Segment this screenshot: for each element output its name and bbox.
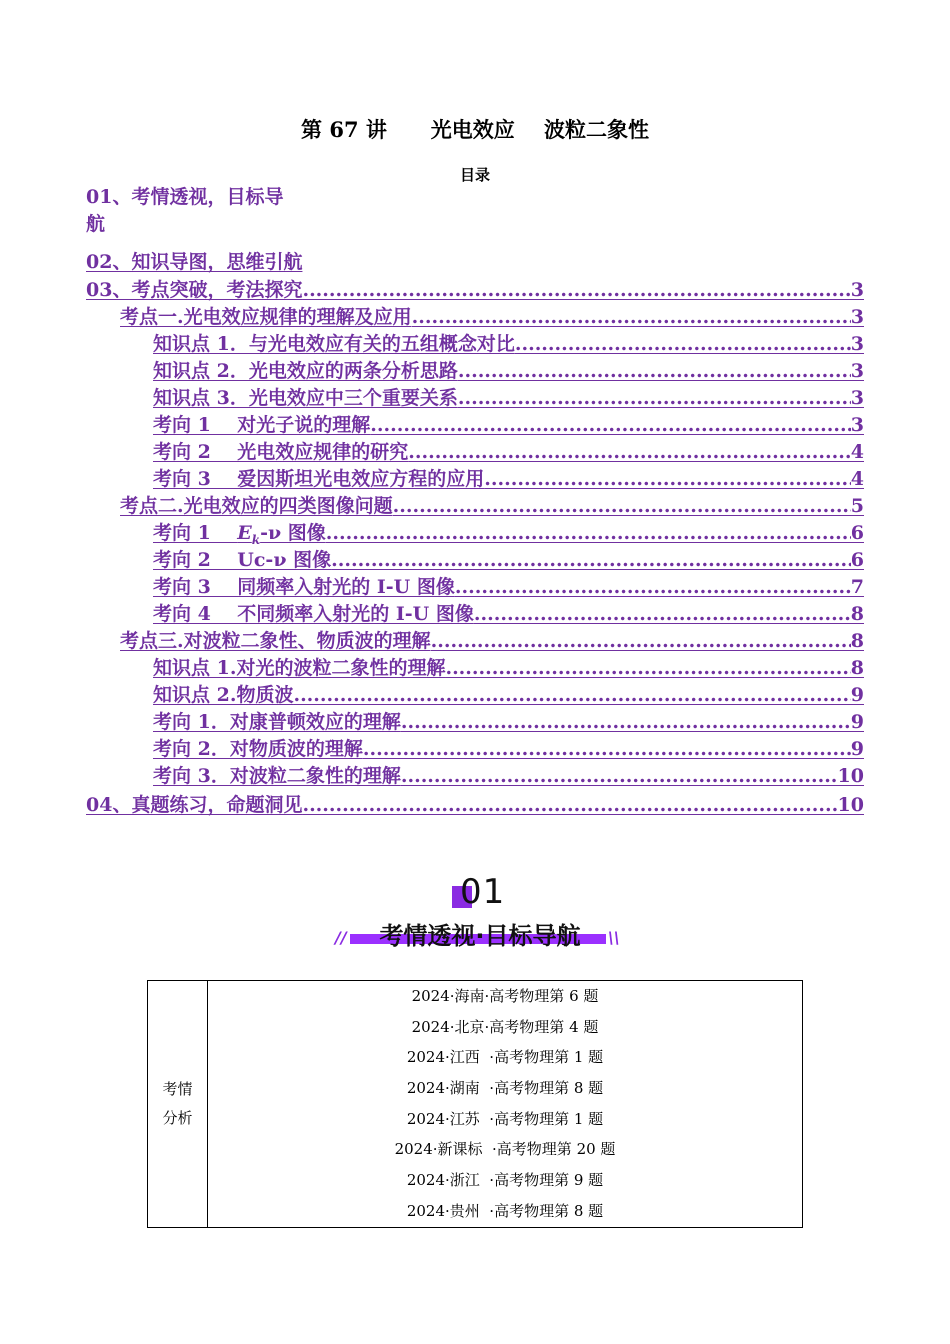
toc-leader-dots (393, 493, 851, 520)
toc-entry-label: 知识点 3．光电效应中三个重要关系 (153, 387, 458, 409)
toc-entry-zhishidian-1[interactable] (153, 331, 864, 358)
toc-entry-kaoxiang-1a[interactable] (153, 412, 864, 439)
toc-entry-kaoxiang-2b[interactable] (153, 547, 864, 574)
analysis-item: 2024·海南·高考物理第 6 题 (411, 987, 599, 1005)
toc-entry-03[interactable] (86, 277, 864, 304)
banner-title: 考情透视·目标导航 (379, 922, 581, 950)
toc-entry-label: 考向 4 不同频率入射光的 I-U 图像 (153, 603, 474, 625)
toc-page-number: 6 (850, 549, 864, 571)
toc-label-k: k (251, 532, 261, 547)
toc-entry-kaodian-3[interactable] (120, 628, 864, 655)
toc-entry-kaoxiang-2a[interactable] (153, 439, 864, 466)
toc-entry-label: 知识点 1．与光电效应有关的五组概念对比 (153, 333, 515, 355)
toc-label-prefix: 考向 1 (153, 522, 238, 544)
toc-page-number: 8 (850, 630, 864, 652)
toc-entry-kaoxiang-3a[interactable] (153, 466, 864, 493)
toc-page-number: 3 (850, 306, 864, 328)
toc-entry-04[interactable] (86, 792, 864, 819)
toc-label-suffix: -ν 图像 (260, 522, 326, 544)
toc-page-number: 8 (850, 603, 864, 625)
toc-leader-dots (412, 304, 851, 331)
banner-slash-right: \\ (608, 928, 620, 947)
toc-entry-01-line2: 航 (86, 213, 106, 235)
toc-page-number: 4 (850, 441, 864, 463)
toc-entry-label: 知识点 2．光电效应的两条分析思路 (153, 360, 458, 382)
analysis-table (147, 980, 803, 1228)
toc-page-number: 9 (850, 738, 864, 760)
banner-slash-left: // (335, 928, 347, 947)
toc-entry-kaoxiang-3c[interactable] (153, 763, 864, 790)
toc-page-number: 10 (837, 794, 864, 816)
toc-entry-label: 02、知识导图，思维引航 (86, 251, 303, 273)
banner-number: 01 (460, 872, 506, 912)
toc-label-e: E (237, 522, 252, 544)
toc-leader-dots (474, 601, 851, 628)
toc-entry-kaoxiang-2c[interactable] (153, 736, 864, 763)
toc-leader-dots (293, 682, 850, 709)
toc-leader-dots (515, 331, 851, 358)
toc-leader-dots (455, 574, 851, 601)
toc-leader-dots (326, 520, 851, 547)
toc-leader-dots (331, 547, 851, 574)
toc-entry-label: 03、考点突破，考法探究 (86, 279, 303, 301)
toc-entry-label: 考点三.对波粒二象性、物质波的理解 (120, 630, 431, 652)
toc-entry-label: 考向 1．对康普顿效应的理解 (153, 711, 401, 733)
toc-page-number: 5 (850, 495, 864, 517)
toc-page-number: 3 (850, 279, 864, 301)
toc-page-number: 8 (850, 657, 864, 679)
toc-page-number: 3 (850, 414, 864, 436)
toc-entry-kaoxiang-1c[interactable] (153, 709, 864, 736)
toc-entry-label: 考向 3 同频率入射光的 I-U 图像 (153, 576, 455, 598)
analysis-label-cell (148, 981, 208, 1228)
toc-page-number: 6 (850, 522, 864, 544)
toc-entry-label: 考向 2 Uc-ν 图像 (153, 549, 332, 571)
toc-leader-dots (370, 412, 850, 439)
analysis-item: 2024·江苏 ·高考物理第 1 题 (406, 1109, 604, 1128)
toc-page-number: 3 (850, 360, 864, 382)
toc-entry-label: 考向 2．对物质波的理解 (153, 738, 363, 760)
toc-leader-dots (458, 385, 851, 412)
toc-leader-dots (302, 792, 837, 819)
toc-entry-kaoxiang-3b[interactable] (153, 574, 864, 601)
toc-leader-dots (401, 709, 851, 736)
toc-entry-label: 考向 3．对波粒二象性的理解 (153, 765, 401, 787)
toc-entry-kaoxiang-4b[interactable] (153, 601, 864, 628)
toc-entry-label: 考点二.光电效应的四类图像问题 (120, 495, 393, 517)
toc-entry-label: 知识点 1.对光的波粒二象性的理解 (153, 657, 446, 679)
toc-leader-dots (401, 763, 838, 790)
toc-entry-01[interactable] (86, 184, 321, 238)
toc-entry-label: 考点一.光电效应规律的理解及应用 (120, 306, 412, 328)
analysis-item: 2024·新课标 ·高考物理第 20 题 (394, 1140, 616, 1159)
analysis-item: 2024·江西 ·高考物理第 1 题 (406, 1048, 604, 1067)
toc-entry-zhishidian-2c[interactable] (153, 682, 864, 709)
toc-entry-label: 考向 2 光电效应规律的研究 (153, 441, 409, 463)
section-banner (330, 872, 630, 952)
toc-page-number: 3 (850, 387, 864, 409)
toc-page-number: 4 (850, 468, 864, 490)
toc-leader-dots (363, 736, 851, 763)
analysis-label-line2: 分析 (162, 1108, 193, 1127)
analysis-item: 2024·浙江 ·高考物理第 9 题 (406, 1171, 604, 1190)
toc-page-number: 3 (850, 333, 864, 355)
toc-leader-dots (458, 358, 851, 385)
toc-entry-kaodian-1[interactable] (120, 304, 864, 331)
analysis-item: 2024·贵州 ·高考物理第 8 题 (406, 1201, 604, 1220)
toc-entry-label: 04、真题练习，命题洞见 (86, 794, 303, 816)
analysis-item: 2024·湖南 ·高考物理第 8 题 (406, 1079, 604, 1098)
toc-entry-label: 知识点 2.物质波 (153, 684, 294, 706)
analysis-items-cell (208, 981, 803, 1228)
toc-leader-dots (484, 466, 850, 493)
toc-heading: 目录 (459, 166, 490, 184)
toc-entry-zhishidian-1c[interactable] (153, 655, 864, 682)
toc-entry-01-line1: 01、考情透视，目标导 (86, 186, 284, 208)
toc-entry-zhishidian-3[interactable] (153, 385, 864, 412)
toc-entry-kaodian-2[interactable] (120, 493, 864, 520)
toc-leader-dots (431, 628, 851, 655)
toc-leader-dots (302, 277, 850, 304)
toc-entry-02[interactable] (86, 249, 336, 276)
toc-entry-label: 考向 3 爱因斯坦光电效应方程的应用 (153, 468, 485, 490)
toc-leader-dots (408, 439, 850, 466)
analysis-label-line1: 考情 (162, 1079, 193, 1098)
toc-page-number: 9 (850, 684, 864, 706)
toc-page-number: 10 (837, 765, 864, 787)
toc-page-number: 7 (850, 576, 864, 598)
toc-leader-dots (445, 655, 850, 682)
analysis-item: 2024·北京·高考物理第 4 题 (411, 1017, 599, 1036)
toc-entry-label: 考向 1 对光子说的理解 (153, 414, 371, 436)
toc-entry-zhishidian-2[interactable] (153, 358, 864, 385)
page-title: 第 67 讲 光电效应 波粒二象性 (301, 117, 649, 142)
toc-page-number: 9 (850, 711, 864, 733)
